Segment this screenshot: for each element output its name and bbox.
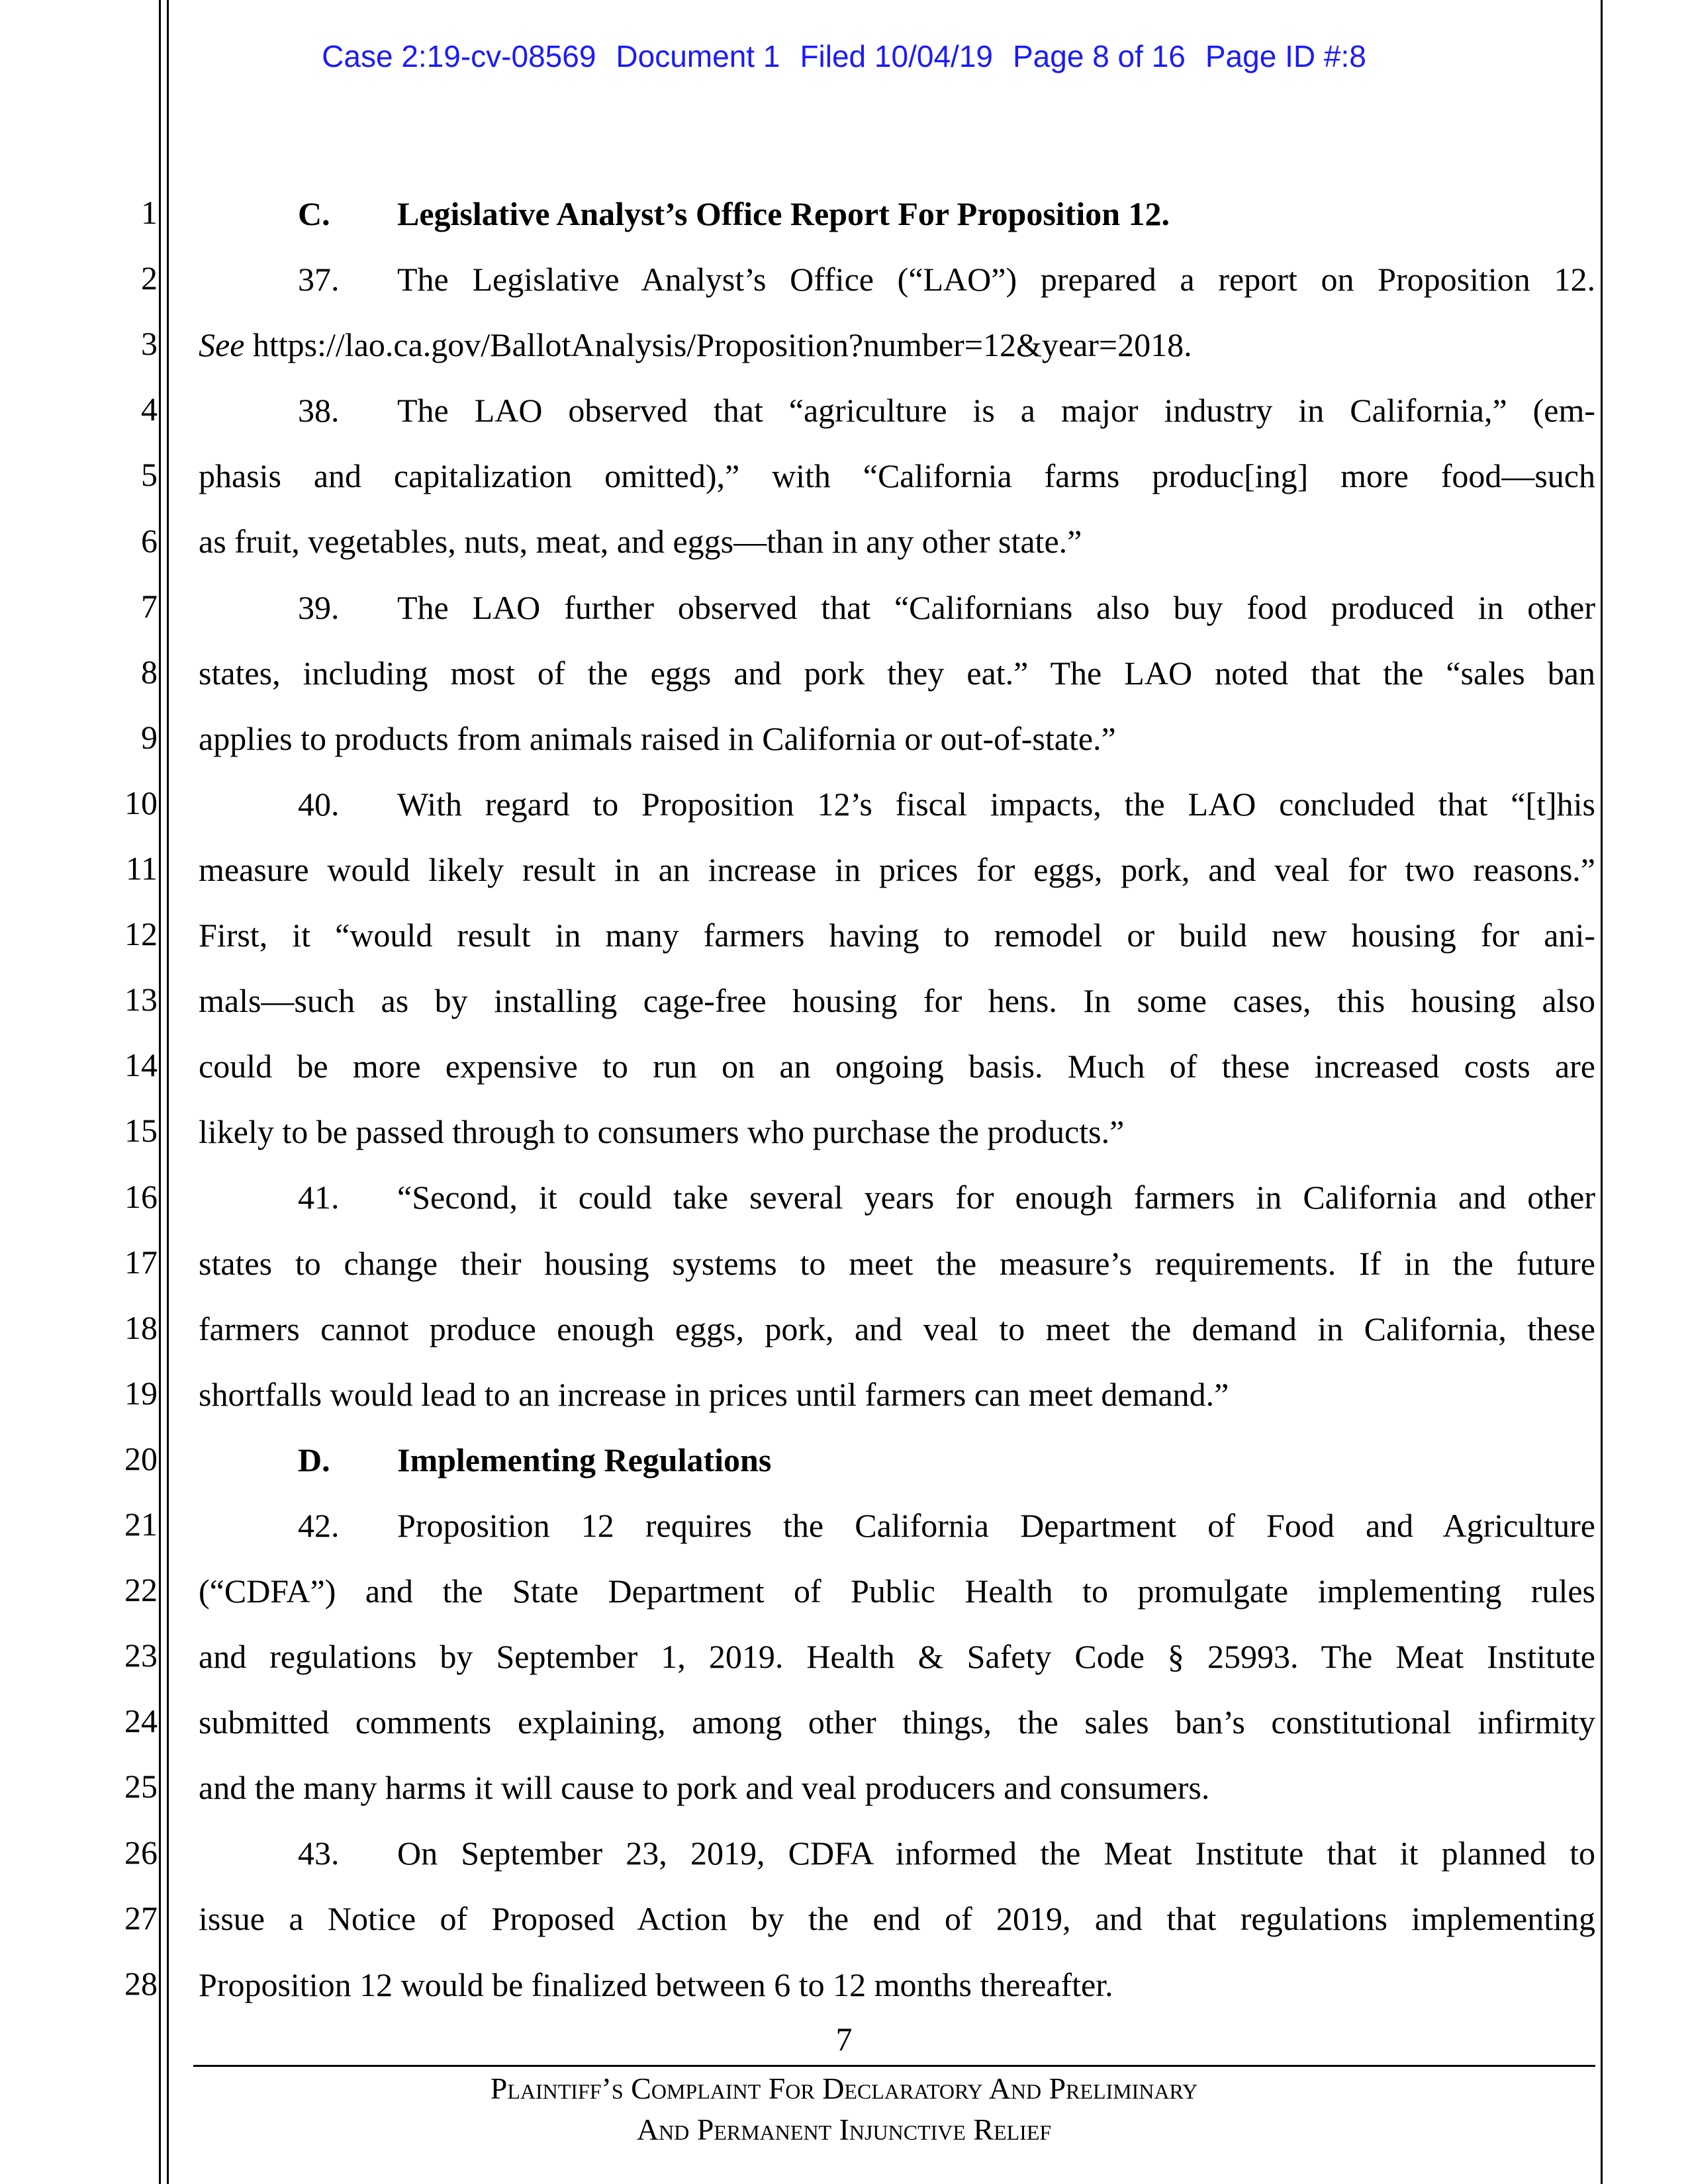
line-number: 11 <box>125 850 158 887</box>
lao-url: https://lao.ca.gov/BallotAnalysis/Proposition?number=12&year=2018. <box>244 326 1192 364</box>
paragraph-42-line-4: submitted comments explaining, among other things, the sales ban’s constitutional infirmity <box>199 1704 1595 1741</box>
document-number: Document 1 <box>616 39 780 73</box>
document-footer <box>0 2068 1688 2150</box>
paragraph-40-line-1: 40. With regard to Proposition 12’s fiscal impacts, the LAO concluded that “[t]his <box>199 784 1595 849</box>
line-number: 13 <box>124 981 158 1019</box>
page-number: 7 <box>835 2021 853 2058</box>
see-signal: See <box>199 326 245 364</box>
paragraph-number: 38. <box>298 392 340 430</box>
paragraph-41-line-4: shortfalls would lead to an increase in prices until farmers can meet demand.” <box>199 1375 1229 1413</box>
line-number: 26 <box>124 1833 158 1871</box>
line-number: 23 <box>124 1637 158 1674</box>
line-number: 2 <box>141 259 158 297</box>
case-number: Case 2:19-cv-08569 <box>322 39 596 73</box>
paragraph-37-line-1: 37. The Legislative Analyst’s Office (“LAO”) prepared a report on Proposition 12. <box>199 259 1595 324</box>
line-number: 18 <box>124 1308 158 1346</box>
line-number: 19 <box>124 1374 158 1412</box>
paragraph-38-line-2: phasis and capitalization omitted),” with “California farms produc[ing] more food—such <box>199 457 1595 495</box>
paragraph-38-line-3: as fruit, vegetables, nuts, meat, and eggs—than in any other state.” <box>199 523 1082 561</box>
line-number: 25 <box>124 1768 158 1805</box>
paragraph-42-line-2: (“CDFA”) and the State Department of Public Health to promulgate implementing rules <box>199 1572 1595 1610</box>
line-number: 7 <box>141 587 158 625</box>
paragraph-40-line-6: likely to be passed through to consumers who purchase the products.” <box>199 1113 1125 1151</box>
heading-d-letter: D. <box>298 1441 330 1479</box>
footer-line-1: Plaintiff’s Complaint For Declaratory And Preliminary <box>490 2071 1198 2105</box>
right-margin-rule <box>1601 0 1603 2184</box>
document-body <box>199 193 1595 2030</box>
paragraph-42-line-5: and the many harms it will cause to pork and veal producers and consumers. <box>199 1769 1210 1807</box>
left-margin-rule-inner <box>167 0 169 2184</box>
paragraph-40-line-4: mals—such as by installing cage-free housing for hens. In some cases, this housing also <box>199 982 1595 1020</box>
footer-line-2: And Permanent Injunctive Relief <box>636 2113 1052 2146</box>
paragraph-39-line-3: applies to products from animals raised in California or out-of-state.” <box>199 719 1116 757</box>
paragraph-39-line-2: states, including most of the eggs and pork they eat.” The LAO noted that the “sales ban <box>199 654 1595 692</box>
line-number: 8 <box>141 653 158 690</box>
line-number: 24 <box>124 1702 158 1740</box>
paragraph-37-line-2 <box>199 324 1595 390</box>
line-number: 27 <box>124 1899 158 1936</box>
filed-date: Filed 10/04/19 <box>800 39 993 73</box>
line-number: 4 <box>141 390 158 428</box>
paragraph-number: 41. <box>298 1179 340 1216</box>
paragraph-42-line-1: 42. Proposition 12 requires the California Department of Food and Agriculture <box>199 1505 1595 1570</box>
paragraph-number: 39. <box>298 588 340 626</box>
left-margin-rule-outer <box>159 0 161 2184</box>
line-number: 15 <box>124 1112 158 1150</box>
paragraph-43-line-3: Proposition 12 would be finalized between 6 to 12 months thereafter. <box>199 1966 1113 2003</box>
heading-c-letter: C. <box>298 195 330 232</box>
line-number: 21 <box>124 1506 158 1543</box>
paragraph-39-line-1: 39. The LAO further observed that “Californians also buy food produced in other <box>199 587 1595 653</box>
line-number: 3 <box>141 325 158 363</box>
line-number: 12 <box>124 915 158 953</box>
paragraph-41-line-1: 41. “Second, it could take several years for enough farmers in California and other <box>199 1177 1595 1242</box>
line-number: 16 <box>124 1177 158 1215</box>
line-number: 5 <box>141 456 158 494</box>
line-number: 22 <box>124 1571 158 1609</box>
line-number: 14 <box>124 1046 158 1084</box>
heading-d-title: Implementing Regulations <box>397 1441 772 1479</box>
heading-d <box>199 1439 1595 1505</box>
paragraph-40-line-5: could be more expensive to run on an ongoing basis. Much of these increased costs are <box>199 1048 1595 1085</box>
line-number: 1 <box>141 194 158 231</box>
paragraph-number: 37. <box>298 261 340 298</box>
paragraph-41-line-3: farmers cannot produce enough eggs, pork, and veal to meet the demand in California, these <box>199 1310 1595 1347</box>
paragraph-40-line-2: measure would likely result in an increase in prices for eggs, pork, and veal for two reasons.” <box>199 850 1595 888</box>
paragraph-number: 42. <box>298 1506 340 1544</box>
line-number: 9 <box>141 718 158 756</box>
line-number: 6 <box>141 522 158 559</box>
heading-c-title: Legislative Analyst’s Office Report For Proposition 12. <box>397 195 1170 232</box>
case-header <box>0 38 1688 74</box>
paragraph-41-line-2: states to change their housing systems to meet the measure’s requirements. If in the future <box>199 1244 1595 1282</box>
footer-rule <box>193 2065 1595 2067</box>
heading-c <box>199 193 1595 259</box>
paragraph-43-line-2: issue a Notice of Proposed Action by the end of 2019, and that regulations implementing <box>199 1900 1595 1938</box>
line-number: 10 <box>124 784 158 821</box>
paragraph-40-line-3: First, it “would result in many farmers having to remodel or build new housing for ani- <box>199 917 1595 954</box>
paragraph-number: 43. <box>298 1835 340 1872</box>
paragraph-number: 40. <box>298 785 340 823</box>
paragraph-42-line-3: and regulations by September 1, 2019. Health & Safety Code § 25993. The Meat Institute <box>199 1638 1595 1676</box>
line-number: 17 <box>124 1243 158 1281</box>
line-number: 20 <box>124 1439 158 1477</box>
page-of: Page 8 of 16 <box>1012 39 1186 73</box>
paragraph-38-line-1: 38. The LAO observed that “agriculture is a major industry in California,” (em- <box>199 390 1595 455</box>
line-number: 28 <box>124 1964 158 2002</box>
page-id: Page ID #:8 <box>1205 39 1366 73</box>
paragraph-43-line-1: 43. On September 23, 2019, CDFA informed the Meat Institute that it planned to <box>199 1833 1595 1898</box>
